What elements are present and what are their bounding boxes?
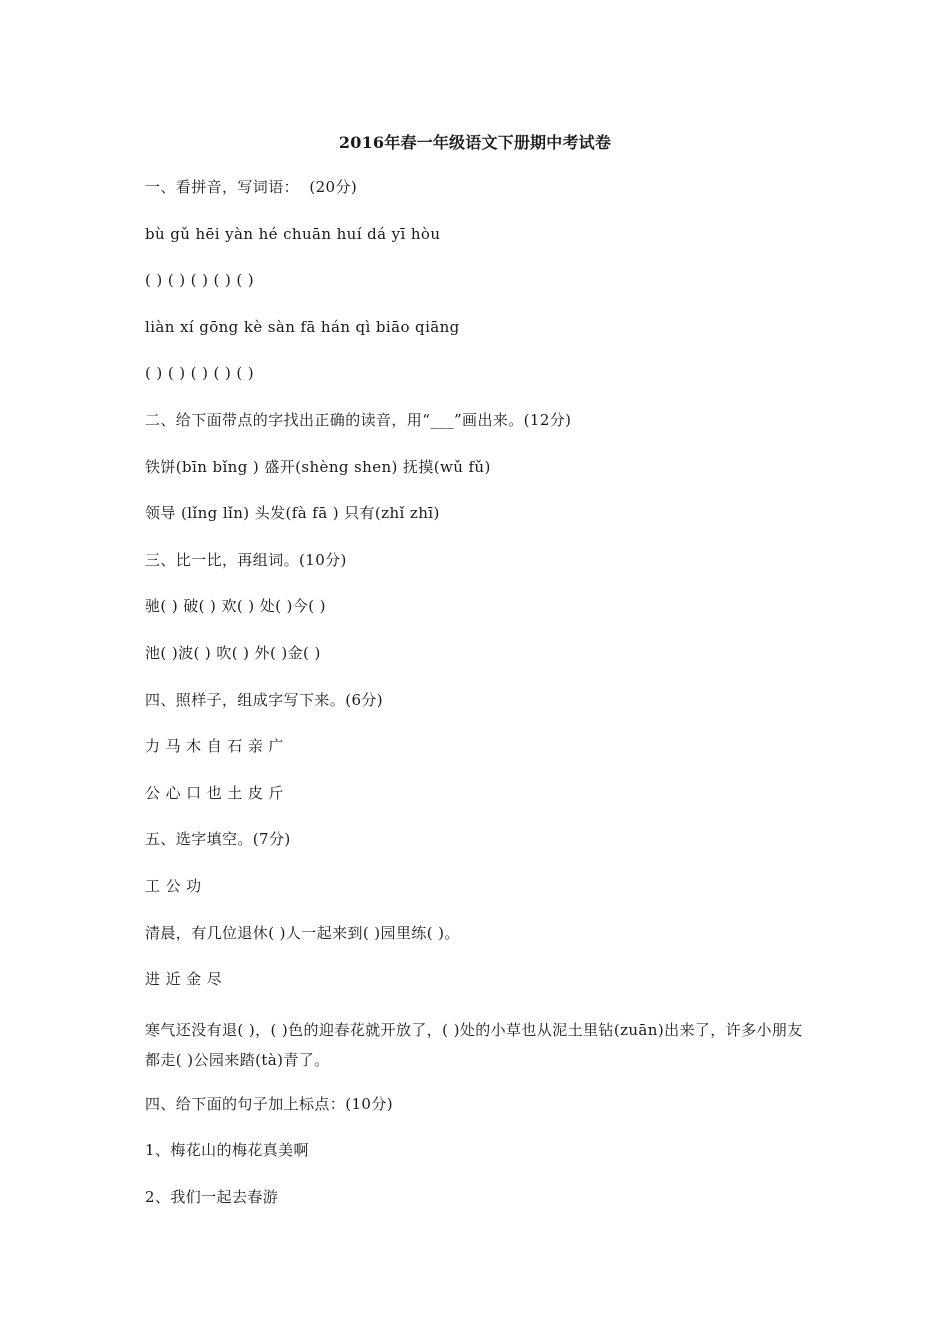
- section-2-heading: 二、给下面带点的字找出正确的读音，用“___”画出来。(12分): [145, 410, 572, 429]
- exam-body: [145, 176, 815, 1232]
- character-parts-row-2: 公 心 口 也 土 皮 斤: [145, 783, 284, 802]
- compare-words-row-2: 池( )波( ) 吹( ) 外( )金( ): [145, 643, 321, 662]
- exam-title: 2016年春一年级语文下册期中考试卷: [338, 133, 612, 152]
- section-3-heading: 三、比一比，再组词。(10分): [145, 550, 347, 569]
- compare-words-row-1: 驰( ) 破( ) 欢( ) 处( )今( ): [145, 597, 326, 616]
- section-5-heading: 五、选字填空。(7分): [145, 830, 291, 849]
- character-parts-row-1: 力 马 木 自 石 亲 广: [145, 737, 284, 756]
- section-6-heading: 四、给下面的句子加上标点：(10分): [145, 1094, 393, 1113]
- pinyin-row-2: liàn xí gōng kè sàn fā hán qì biāo qiāng: [145, 317, 460, 336]
- section-4-heading: 四、照样子，组成字写下来。(6分): [145, 690, 384, 709]
- section-1-heading: 一、看拼音，写词语： (20分): [145, 178, 358, 196]
- reading-choice-row-2: 领导 (lǐng lǐn) 头发(fà fā ) 只有(zhǐ zhī): [145, 504, 440, 523]
- fill-sentence-2: 寒气还没有退( )，( )色的迎春花就开放了，( )处的小草也从泥土里钻(zuān)出来了，许多小朋友都走( )公园来踏(tà)青了。: [145, 1020, 803, 1069]
- reading-choice-row-1: 铁饼(bīn bǐng ) 盛开(shèng shen) 抚摸(wǔ fǔ): [145, 457, 491, 476]
- choice-set-1: 工 公 功: [145, 876, 202, 895]
- pinyin-row-1: bù gǔ hēi yàn hé chuān huí dá yī hòu: [145, 224, 441, 243]
- fill-sentence-1: 清晨，有几位退休( )人一起来到( )园里练( )。: [145, 923, 460, 942]
- answer-blanks-row-2: ( ) ( ) ( ) ( ) ( ): [145, 364, 255, 383]
- punctuation-item-1: 1、梅花山的梅花真美啊: [145, 1141, 309, 1160]
- answer-blanks-row-1: ( ) ( ) ( ) ( ) ( ): [145, 271, 255, 290]
- choice-set-2: 进 近 金 尽: [145, 970, 223, 989]
- punctuation-item-2: 2、我们一起去春游: [145, 1187, 279, 1206]
